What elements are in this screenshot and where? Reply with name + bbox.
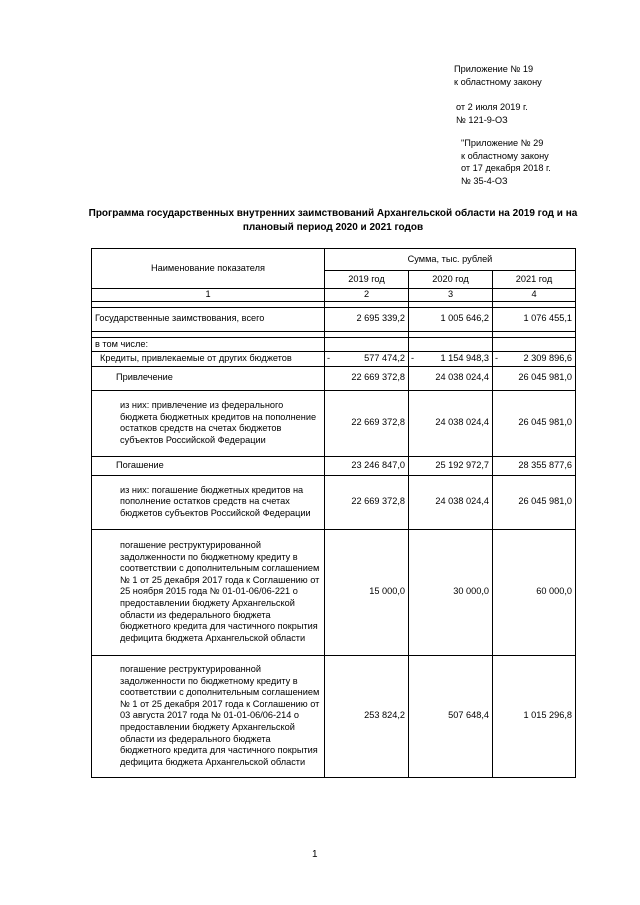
col-number: 1 (92, 289, 325, 302)
value-2020 (409, 352, 493, 367)
value-2019: 2 695 339,2 (325, 307, 409, 331)
appendix-header (454, 63, 542, 88)
value-2019: 23 246 847,0 (325, 456, 409, 475)
value-2019: 22 669 372,8 (325, 475, 409, 529)
row-label: в том числе: (92, 337, 325, 352)
row-label: Государственные заимствования, всего (92, 307, 325, 331)
table-row (92, 456, 576, 475)
year-header-2020: 2020 год (409, 271, 493, 289)
value-text: 2 309 896,6 (523, 353, 572, 364)
original-law-date: от 17 декабря 2018 г. (461, 163, 551, 174)
row-label: погашение реструктурированной задолженности по бюджетному кредиту в соответствии с дополнительным соглашением № 1 от 25 декабря 2017 года к Соглашению от 25 ноября 2015 года № 01-01-06/06-221 о предоставлении бюджету Архангельской области из федерального бюджета бюджетного кредита для частичного покрытия дефицита бюджета Архангельской области (92, 529, 325, 655)
value-2019 (325, 352, 409, 367)
law-date-block (456, 101, 528, 126)
value-2020: 30 000,0 (409, 529, 493, 655)
borrowing-program-table (91, 248, 576, 778)
row-label: Погашение (92, 456, 325, 475)
value-2020: 24 038 024,4 (409, 475, 493, 529)
value-2021: 26 045 981,0 (493, 366, 576, 390)
table-row (92, 390, 576, 456)
document-title: Программа государственных внутренних заимствований Архангельской области на 2019 год и на плановый период 2020 и 2021 годов (88, 208, 578, 233)
value-2020: 1 005 646,2 (409, 307, 493, 331)
row-label: Кредиты, привлекаемые от других бюджетов (92, 352, 325, 367)
table-row (92, 529, 576, 655)
col-name-header: Наименование показателя (92, 249, 325, 289)
value-2020: 24 038 024,4 (409, 366, 493, 390)
original-appendix-number: "Приложение № 29 (461, 138, 544, 148)
table-row (92, 366, 576, 390)
dash-mark: - (495, 353, 499, 364)
value-2021: 26 045 981,0 (493, 390, 576, 456)
row-label: Привлечение (92, 366, 325, 390)
row-label: погашение реструктурированной задолженности по бюджетному кредиту в соответствии с дополнительным соглашением № 1 от 25 декабря 2017 года к Соглашению от 03 августа 2017 года № 01-01-06/06-214 о предоставлении бюджету Архангельской области из федерального бюджета бюджетного кредита для частичного покрытия дефицита бюджета Архангельской области (92, 655, 325, 777)
value-2020: 24 038 024,4 (409, 390, 493, 456)
year-header-2021: 2021 год (493, 271, 576, 289)
law-date: от 2 июля 2019 г. (456, 102, 528, 112)
row-label: из них: привлечение из федерального бюджета бюджетных кредитов на пополнение остатков средств на счетах бюджетов субъектов Российской Федерации (92, 390, 325, 456)
col-number: 4 (493, 289, 576, 302)
table-header-row (92, 249, 576, 271)
value-2020: 507 648,4 (409, 655, 493, 777)
appendix-number: Приложение № 19 (454, 64, 534, 74)
sum-header: Сумма, тыс. рублей (325, 249, 576, 271)
dash-mark: - (327, 353, 331, 364)
original-appendix-law-ref: к областному закону (461, 150, 549, 161)
row-label: из них: погашение бюджетных кредитов на пополнение остатков средств на счетах бюджетов субъектов Российской Федерации (92, 475, 325, 529)
law-number: № 121-9-ОЗ (456, 114, 508, 125)
value-2021 (493, 352, 576, 367)
value-2019: 253 824,2 (325, 655, 409, 777)
value-2020: 25 192 972,7 (409, 456, 493, 475)
value-text: 1 154 948,3 (440, 353, 489, 364)
col-number: 3 (409, 289, 493, 302)
year-header-2019: 2019 год (325, 271, 409, 289)
value-text: 577 474,2 (364, 353, 405, 364)
original-appendix-block (461, 137, 551, 187)
value-2019: 22 669 372,8 (325, 390, 409, 456)
original-law-number: № 35-4-ОЗ (461, 175, 508, 186)
table-row (92, 655, 576, 777)
page-number: 1 (312, 849, 318, 860)
table-row (92, 475, 576, 529)
table-row (92, 337, 576, 352)
value-2021: 28 355 877,6 (493, 456, 576, 475)
value-2021: 1 015 296,8 (493, 655, 576, 777)
table-row (92, 307, 576, 331)
table-row (92, 352, 576, 367)
appendix-law-ref: к областному закону (454, 76, 542, 87)
value-2021: 26 045 981,0 (493, 475, 576, 529)
column-number-row (92, 289, 576, 302)
col-number: 2 (325, 289, 409, 302)
value-2019: 22 669 372,8 (325, 366, 409, 390)
value-2021: 60 000,0 (493, 529, 576, 655)
value-2021: 1 076 455,1 (493, 307, 576, 331)
dash-mark: - (411, 353, 415, 364)
value-2019: 15 000,0 (325, 529, 409, 655)
